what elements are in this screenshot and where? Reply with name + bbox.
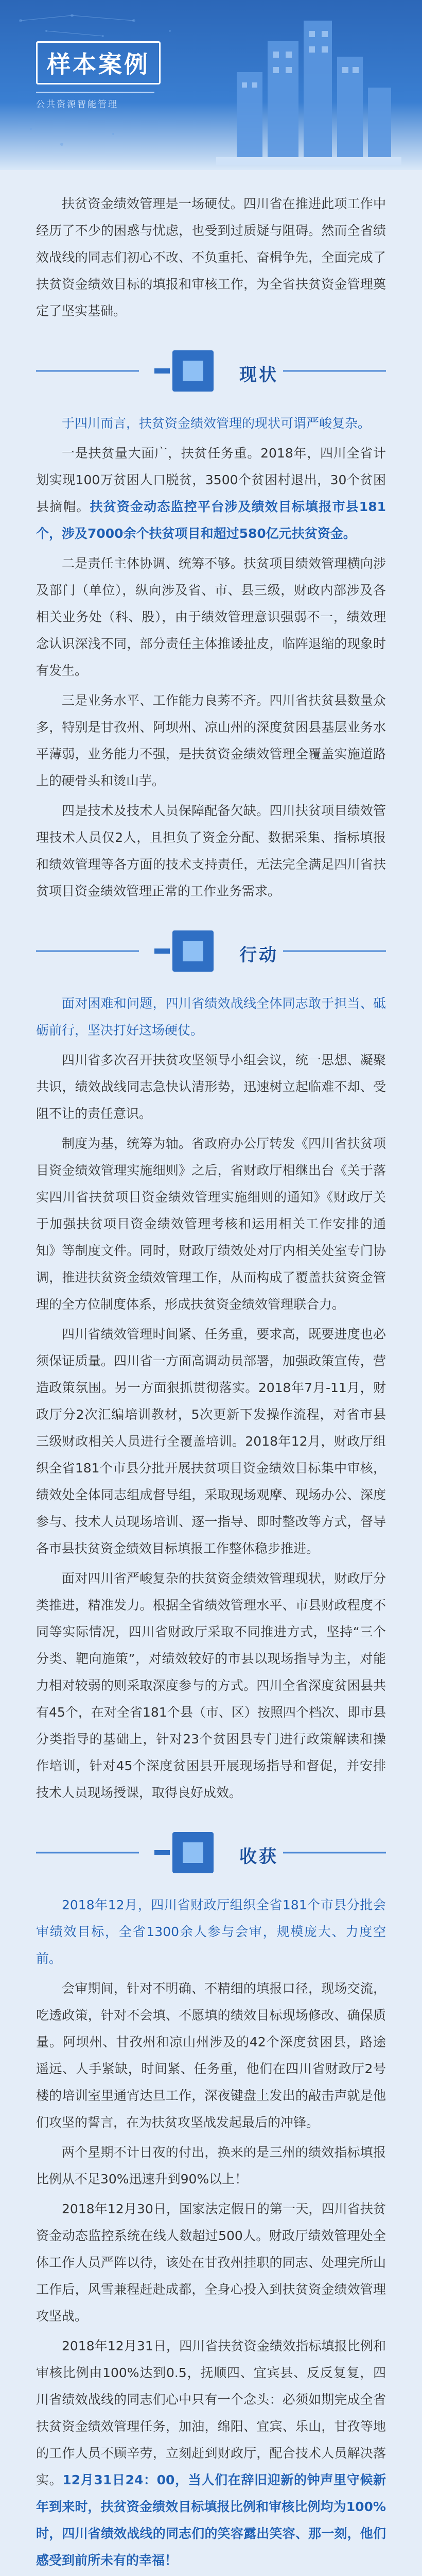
section-status-p4: 四是技术及技术人员保障配备欠缺。四川扶贫项目绩效管理技术人员仅2人，且担负了资金分配、数据采集、指标填报和绩效管理等各方面的技术支持责任，无法完全满足四川省扶贫项目资金绩效管理正常的工作业务需求。 — [36, 803, 386, 899]
section-header-harvest — [36, 1822, 386, 1884]
city-buildings-icon — [216, 10, 401, 165]
article-content — [0, 191, 422, 2576]
section-status-p1 — [36, 440, 386, 547]
intro-paragraph: 扶贫资金绩效管理是一场硬仗。四川省在推进此项工作中经历了不少的困惑与忧虑，也受到过质疑与阻碍。然而全省绩效战线的同志们初心不改、不负重托、奋楫争先，全面完成了扶贫资金绩效目标的填报和审核工作，为全省扶贫资金管理奠定了坚实基础。 — [36, 196, 386, 318]
section-deco-icon — [36, 340, 386, 402]
section-title-action: 行动 — [239, 945, 278, 965]
section-deco-icon — [36, 1822, 386, 1884]
section-status-p1-text: 一是扶贫量大面广，扶贫任务重。2018年，四川全省计划实现100万贫困人口脱贫，3500个贫困村退出，30个贫困县摘帽。 — [36, 446, 386, 514]
section-status-lead: 于四川而言，扶贫资金绩效管理的现状可谓严峻复杂。 — [62, 416, 371, 431]
section-harvest-p4-text: 2018年12月31日，四川省扶贫资金绩效指标填报比例和审核比例由100%达到0.5，抚顺四、宜宾县、反反复复，四川省绩效战线的同志们心中只有一个念头：必须如期完成全省扶贫资金绩效管理任务，加油，绵阳、宜宾、乐山，甘孜等地的工作人员不顾辛劳，立刻赶到财政厅，配合技术人员解决落实。 — [36, 2338, 386, 2487]
header-title-box — [36, 41, 165, 110]
section-deco-icon — [36, 920, 386, 982]
section-header-status — [36, 340, 386, 402]
section-harvest-lead: 2018年12月，四川省财政厅组织全省181个市县分批会审绩效目标，全省1300余人参与会审，规模庞大、力度空前。 — [36, 1897, 386, 1966]
section-harvest-p3: 2018年12月30日，国家法定假日的第一天，四川省扶贫资金动态监控系统在线人数超过500人。财政厅绩效管理处全体工作人员严阵以待，该处在甘孜州挂职的同志、处理完所山工作后，风雪兼程赶赴成都，全身心投入到扶贫资金绩效管理攻坚战。 — [36, 2201, 386, 2324]
section-header-action — [36, 920, 386, 982]
section-harvest-p1: 会审期间，针对不明确、不精细的填报口径，现场交流，吃透政策，针对不会填、不愿填的绩效目标现场修改、确保质量。阿坝州、甘孜州和凉山州涉及的42个深度贫困县，路途遥远、人手紧缺，时间紧、任务重，他们在四川省财政厅2号楼的培训室里通宵达旦工作，深夜键盘上发出的敲击声就是他们攻坚的誓言，在为扶贫攻坚战发起最后的冲锋。 — [36, 1981, 386, 2130]
section-action-p2: 制度为基，统筹为轴。省政府办公厅转发《四川省扶贫项目资金绩效管理实施细则》之后，省财政厅相继出台《关于落实四川省扶贫项目资金绩效管理实施细则的通知》《财政厅关于加强扶贫项目资金绩效管理考核和运用相关工作安排的通知》等制度文件。同时，财政厅绩效处对厅内相关处室专门协调，推进扶贫资金绩效管理工作，从而构成了覆盖扶贫资金管理的全方位制度体系，形成扶贫资金绩效管理联合力。 — [36, 1136, 386, 1312]
page-subtitle: 公共资源智能管理 — [36, 92, 154, 110]
section-action-lead: 面对困难和问题，四川省绩效战线全体同志敢于担当、砥砺前行，坚决打好这场硬仗。 — [36, 996, 386, 1038]
section-title-status: 现状 — [239, 365, 278, 385]
section-status-p1-highlight: 扶贫资金动态监控平台涉及绩效目标填报市县181个，涉及7000余个扶贫项目和超过580亿元扶贫资金。 — [36, 499, 386, 541]
section-status-p2: 二是责任主体协调、统筹不够。扶贫项目绩效管理横向涉及部门（单位），纵向涉及省、市、县三级，财政内部涉及各相关业务处（科、股），由于绩效管理意识强弱不一，绩效理念认识深浅不同，部分责任主体推诿扯皮，临阵退缩的现象时有发生。 — [36, 556, 386, 678]
section-harvest-p2: 两个星期不计日夜的付出，换来的是三州的绩效指标填报比例从不足30%迅速升到90%以上！ — [36, 2145, 386, 2187]
section-status-p3: 三是业务水平、工作能力良莠不齐。四川省扶贫县数量众多，特别是甘孜州、阿坝州、凉山州的深度贫困县基层业务水平薄弱，业务能力不强，是扶贫资金绩效管理全覆盖实施道路上的硬骨头和烫山芋。 — [36, 693, 386, 788]
section-title-harvest: 收获 — [239, 1846, 278, 1867]
section-action-p1: 四川省多次召开扶贫攻坚领导小组会议，统一思想、凝聚共识，绩效战线同志急快认清形势，迅速树立起临难不却、受阻不让的责任意识。 — [36, 1053, 386, 1121]
section-harvest-p4 — [36, 2333, 386, 2574]
page-title: 样本案例 — [36, 41, 161, 84]
section-action-p4: 面对四川省严峻复杂的扶贫资金绩效管理现状，财政厅分类推进，精准发力。根据全省绩效管理水平、市县财政程度不同等实际情况，四川省财政厅采取不同推进方式，坚持“三个分类、靶向施策”，对绩效较好的市县以现场指导为主，对能力相对较弱的则采取深度参与的方式。四川全省深度贫困县共有45个，在对全省181个县（市、区）按照四个档次、即市县分类指导的基础上，针对23个贫困县专门进行政策解读和操作培训，针对45个深度贫困县开展现场指导和督促，并安排技术人员现场授课，取得良好成效。 — [36, 1571, 386, 1800]
header-banner — [0, 0, 422, 170]
section-action-p3: 四川省绩效管理时间紧、任务重，要求高，既要进度也必须保证质量。四川省一方面高调动员部署，加强政策宣传，营造政策氛围。另一方面狠抓贯彻落实。2018年7月-11月，财政厅分2次汇编培训教材，5次更新下发操作流程，对省市县三级财政相关人员进行全覆盖培训。2018年12月，财政厅组织全省181个市县分批开展扶贫项目资金绩效目标集中审核，绩效处全体同志组成督导组，采取现场观摩、现场办公、深度参与、技术人员现场培训、逐一指导、即时整改等方式，督导各市县扶贫资金绩效目标填报工作整体稳步推进。 — [36, 1327, 386, 1556]
section-harvest-p4-highlight: 12月31日24：00，当人们在辞旧迎新的钟声里守候新年到来时，扶贫资金绩效目标填报比例和审核比例均为100%时，四川省绩效战线的同志们的笑容露出笑容、那一刻，他们感受到前所未有的幸福！ — [36, 2472, 386, 2568]
